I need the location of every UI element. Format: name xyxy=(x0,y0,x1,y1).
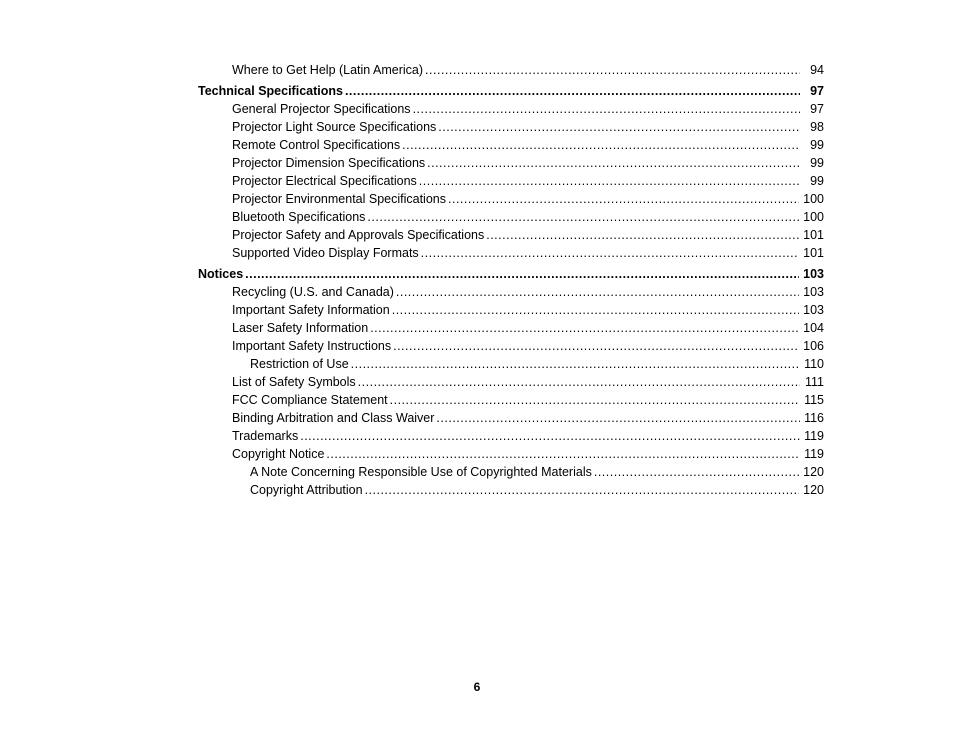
toc-entry-page: 100 xyxy=(803,210,824,224)
toc-entry-page: 103 xyxy=(803,285,824,299)
toc-entry-page: 101 xyxy=(803,228,824,242)
toc-entry[interactable] xyxy=(198,208,824,226)
toc-entry-title: Remote Control Specifications xyxy=(232,138,401,152)
toc-entry[interactable] xyxy=(198,463,824,481)
toc-entry-page: 103 xyxy=(803,303,824,317)
toc-entry[interactable] xyxy=(198,190,824,208)
toc-section-entry[interactable] xyxy=(198,82,824,100)
toc-entry[interactable] xyxy=(198,61,824,79)
toc-entry-title: Projector Electrical Specifications xyxy=(232,174,417,188)
toc-dot-leader xyxy=(402,136,800,154)
toc-dot-leader xyxy=(438,118,800,136)
toc-dot-leader xyxy=(436,409,800,427)
toc-entry-title: Recycling (U.S. and Canada) xyxy=(232,285,394,299)
toc-entry-title: Supported Video Display Formats xyxy=(232,246,419,260)
toc-entry[interactable] xyxy=(198,355,824,373)
page-number: 6 xyxy=(473,680,481,694)
toc-entry[interactable] xyxy=(198,391,824,409)
toc-dot-leader xyxy=(448,190,799,208)
toc-entry-title: Technical Specifications xyxy=(198,84,343,98)
toc-dot-leader xyxy=(392,301,799,319)
toc-entry-page: 111 xyxy=(804,375,824,389)
table-of-contents xyxy=(198,61,824,499)
toc-dot-leader xyxy=(300,427,800,445)
toc-entry-title: Laser Safety Information xyxy=(232,321,369,335)
toc-entry-title: Where to Get Help (Latin America) xyxy=(232,63,424,77)
toc-entry-page: 120 xyxy=(803,483,824,497)
toc-entry-page: 99 xyxy=(810,174,824,188)
toc-entry[interactable] xyxy=(198,118,824,136)
toc-entry[interactable] xyxy=(198,136,824,154)
toc-dot-leader xyxy=(365,481,800,499)
toc-dot-leader xyxy=(367,208,799,226)
toc-dot-leader xyxy=(421,244,799,262)
toc-entry-page: 115 xyxy=(804,393,824,407)
toc-entry-page: 100 xyxy=(803,192,824,206)
toc-dot-leader xyxy=(245,265,799,283)
toc-entry[interactable] xyxy=(198,409,824,427)
toc-entry-title: Trademarks xyxy=(232,429,299,443)
toc-entry[interactable] xyxy=(198,445,824,463)
toc-entry-title: Binding Arbitration and Class Waiver xyxy=(232,411,435,425)
toc-dot-leader xyxy=(396,283,799,301)
toc-entry-page: 104 xyxy=(803,321,824,335)
toc-entry-title: Projector Light Source Specifications xyxy=(232,120,437,134)
toc-entry-page: 94 xyxy=(810,63,824,77)
toc-entry-title: Copyright Attribution xyxy=(250,483,363,497)
toc-entry-page: 97 xyxy=(810,102,824,116)
toc-entry-title: Copyright Notice xyxy=(232,447,325,461)
toc-entry[interactable] xyxy=(198,301,824,319)
toc-dot-leader xyxy=(345,82,800,100)
toc-dot-leader xyxy=(413,100,800,118)
toc-entry-page: 98 xyxy=(810,120,824,134)
toc-entry[interactable] xyxy=(198,226,824,244)
toc-entry-title: Projector Environmental Specifications xyxy=(232,192,446,206)
toc-entry[interactable] xyxy=(198,427,824,445)
toc-entry[interactable] xyxy=(198,244,824,262)
toc-entry[interactable] xyxy=(198,172,824,190)
toc-entry-title: A Note Concerning Responsible Use of Copyrighted Materials xyxy=(250,465,592,479)
toc-dot-leader xyxy=(326,445,800,463)
toc-entry-page: 119 xyxy=(804,429,824,443)
toc-entry[interactable] xyxy=(198,100,824,118)
toc-entry-title: Projector Safety and Approvals Specifications xyxy=(232,228,485,242)
toc-dot-leader xyxy=(427,154,800,172)
toc-entry-title: Restriction of Use xyxy=(250,357,349,371)
toc-entry[interactable] xyxy=(198,373,824,391)
toc-entry[interactable] xyxy=(198,481,824,499)
toc-dot-leader xyxy=(370,319,799,337)
toc-entry-title: Bluetooth Specifications xyxy=(232,210,366,224)
toc-entry-page: 99 xyxy=(810,156,824,170)
toc-entry[interactable] xyxy=(198,319,824,337)
toc-entry-page: 120 xyxy=(803,465,824,479)
toc-dot-leader xyxy=(425,61,800,79)
toc-entry-page: 99 xyxy=(810,138,824,152)
toc-entry-page: 103 xyxy=(803,267,824,281)
toc-entry-page: 101 xyxy=(803,246,824,260)
toc-dot-leader xyxy=(351,355,800,373)
toc-entry[interactable] xyxy=(198,154,824,172)
toc-dot-leader xyxy=(358,373,800,391)
toc-entry-title: Notices xyxy=(198,267,244,281)
toc-entry-title: General Projector Specifications xyxy=(232,102,411,116)
toc-dot-leader xyxy=(393,337,799,355)
toc-entry-page: 116 xyxy=(804,411,824,425)
toc-entry-title: Important Safety Instructions xyxy=(232,339,392,353)
toc-dot-leader xyxy=(594,463,799,481)
toc-entry-title: FCC Compliance Statement xyxy=(232,393,388,407)
toc-entry-title: List of Safety Symbols xyxy=(232,375,356,389)
toc-entry-title: Projector Dimension Specifications xyxy=(232,156,426,170)
toc-dot-leader xyxy=(486,226,799,244)
toc-entry-page: 119 xyxy=(804,447,824,461)
toc-entry-page: 97 xyxy=(810,84,824,98)
toc-dot-leader xyxy=(390,391,800,409)
toc-entry-title: Important Safety Information xyxy=(232,303,390,317)
toc-section-entry[interactable] xyxy=(198,265,824,283)
toc-entry-page: 110 xyxy=(804,357,824,371)
toc-dot-leader xyxy=(419,172,800,190)
toc-entry[interactable] xyxy=(198,337,824,355)
toc-entry-page: 106 xyxy=(803,339,824,353)
toc-entry[interactable] xyxy=(198,283,824,301)
